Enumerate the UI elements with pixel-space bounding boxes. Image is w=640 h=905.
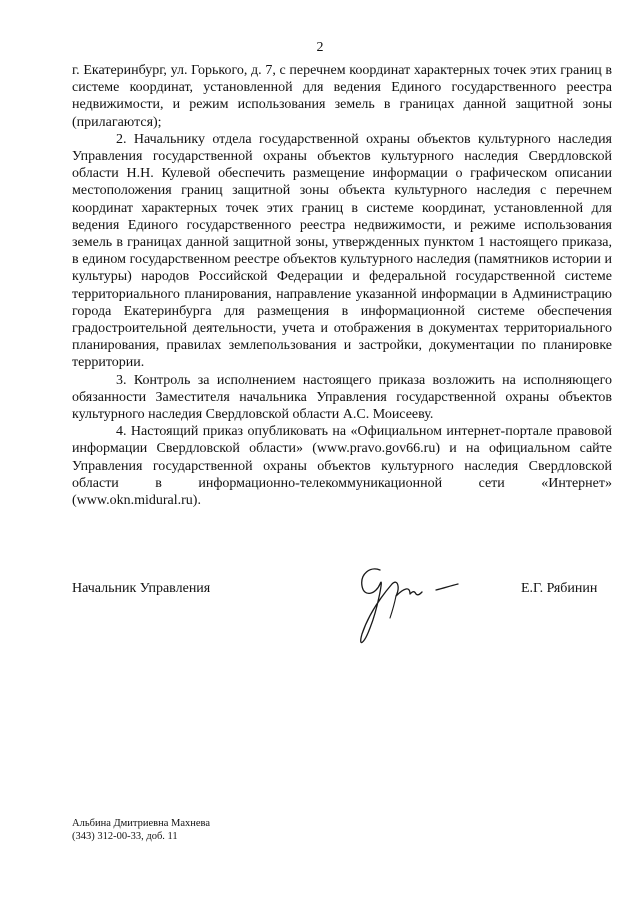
- page-number: 2: [316, 40, 324, 55]
- paragraph-item-3: 3. Контроль за исполнением настоящего приказа возложить на исполняющего обязанности Заместителя начальника Управления государственной охраны объектов культурного наследия Свердловской области А.С. Моисееву.: [72, 372, 612, 423]
- handwritten-signature: [340, 548, 470, 658]
- paragraph-item-2: 2. Начальнику отдела государственной охраны объектов культурного наследия Управления государственной охраны объектов культурного наследия Свердловской области Н.Н. Кулевой обеспечить размещение информации о графическом описании местоположения границ защитной зоны объекта культурного наследия с перечнем координат характерных точек этих границ в системе координат, установленной для ведения Единого государственного реестра недвижимости, и режиме использования земель в границах данной защитной зоны, утвержденных пунктом 1 настоящего приказа, в едином государственном реестре объектов культурного наследия (памятников истории и культуры) народов Российской Федерации и федеральной государственной системе территориального планирования, направление указанной информации в Администрацию города Екатеринбурга для размещения в информационной системе обеспечения градостроительной деятельности, учета и отображения в документах территориального планирования, правилах землепользования и застройки, документации по планировке территории.: [72, 131, 612, 371]
- executor-phone: (343) 312-00-33, доб. 11: [72, 831, 178, 842]
- paragraph-item-4: 4. Настоящий приказ опубликовать на «Официальном интернет-портале правовой информации Свердловской области» (www.pravo.gov66.ru) и на официальном сайте Управления государственной охраны объектов культурного наследия Свердловской области в информационно-телекоммуникационной сети «Интернет» (www.okn.midural.ru).: [72, 424, 612, 509]
- order-body: [72, 62, 612, 509]
- signatory-position: Начальник Управления: [72, 581, 211, 596]
- executor-name: Альбина Дмитриевна Махнева: [72, 818, 211, 829]
- signatory-name: Е.Г. Рябинин: [521, 581, 598, 596]
- paragraph-continuation: г. Екатеринбург, ул. Горького, д. 7, с перечнем координат характерных точек этих границ в системе координат, установленной для ведения Единого государственного реестра недвижимости, и режим использования земель в границах данной защитной зоны (прилагаются);: [72, 63, 612, 130]
- executor-info: [72, 817, 210, 843]
